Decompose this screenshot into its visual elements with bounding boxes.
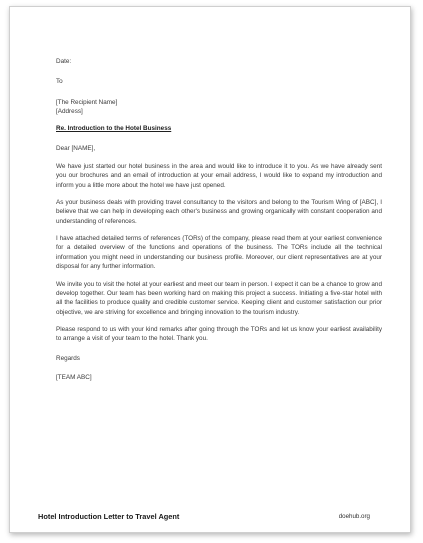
footer-site-link[interactable]: doehub.org: [338, 513, 370, 520]
closing: Regards: [56, 354, 80, 362]
salutation: Dear [NAME],: [56, 144, 96, 152]
document-page: [9, 6, 411, 533]
recipient-address: [Address]: [56, 108, 83, 116]
signature: [TEAM ABC]: [56, 373, 92, 381]
paragraph: We have just started our hotel business in the area and would like to introduce it to you. As we have already sent you our brochures and an email of introduction at your email address, I would like to expand my introduction and inform you a little more about the hotel we have just opened.: [56, 163, 382, 189]
footer-title: Hotel Introduction Letter to Travel Agent: [38, 512, 180, 521]
paragraph: I have attached detailed terms of references (TORs) of the company, please read them at your earliest convenience for a detailed overview of the functions and operations of the business. The TORs include all the technical information you might need in understanding our business profile. Moreover, our client representatives are at your disposal for any further information.: [56, 235, 382, 271]
to-line: To: [56, 78, 63, 86]
paragraph: As your business deals with providing travel consultancy to the visitors and belong to the Tourism Wing of [ABC], I believe that we can help in developing each other's business and growing organically with constant cooperation and understanding of references.: [56, 199, 382, 225]
date-line: Date:: [56, 58, 72, 65]
recipient-block: [56, 98, 382, 117]
letter-body: [56, 57, 382, 390]
paragraph: Please respond to us with your kind remarks after going through the TORs and let us know your earliest availability to arrange a visit of your team to the hotel. Thank you.: [56, 325, 382, 343]
paragraph: We invite you to visit the hotel at your earliest and meet our team in person. I expect it can be a chance to grow and develop together. Our team has been working hard on making this project a success. Initiating a five-star hotel with all the facilities to produce quality and credible customer service. Keeping client and customer satisfaction our prior objective, we are striving for excellence and bringing innovation to the tourism industry.: [56, 280, 382, 316]
subject-line: Re. Introduction to the Hotel Business: [56, 125, 172, 133]
recipient-name: [The Recipient Name]: [56, 98, 118, 106]
